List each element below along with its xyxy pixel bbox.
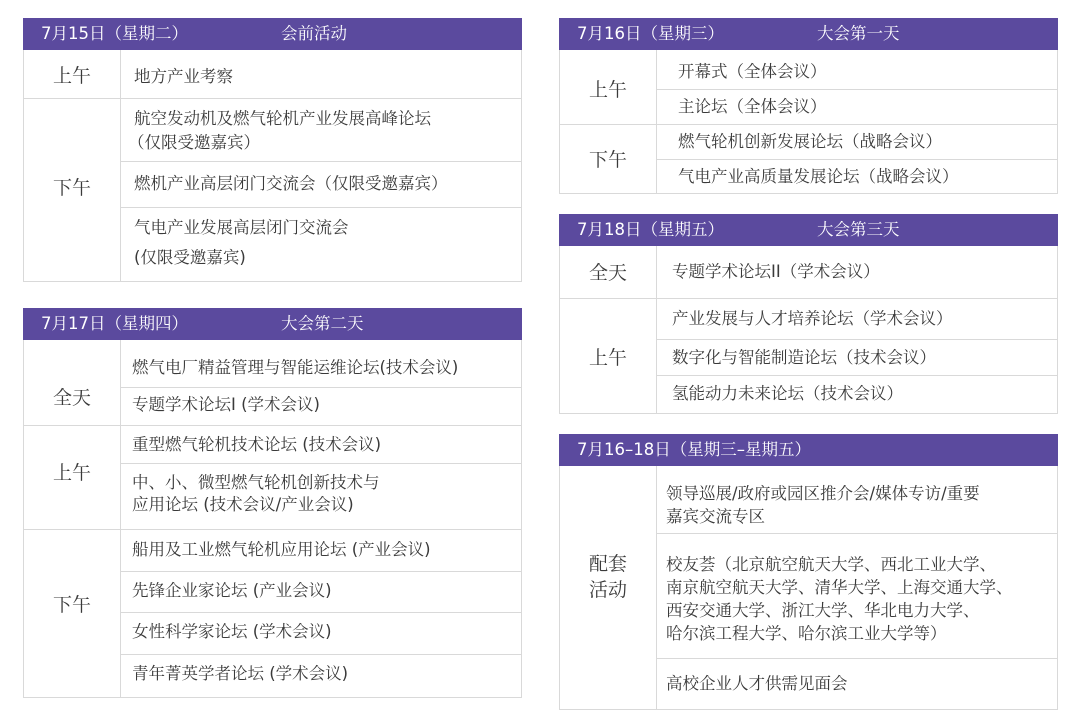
session-item: （仅限受邀嘉宾）	[128, 133, 260, 152]
session-item: 燃机产业高层闭门交流会（仅限受邀嘉宾）	[134, 174, 448, 193]
schedule-jul15	[23, 18, 522, 282]
period-label-afternoon: 下午	[52, 594, 91, 616]
schedule-header	[23, 18, 522, 50]
row-divider	[24, 529, 521, 530]
session-item: 应用论坛 (技术会议/产业会议)	[132, 495, 354, 514]
schedule-jul18	[559, 214, 1058, 414]
schedule-header	[23, 308, 522, 340]
session-item: 气电产业高质量发展论坛（战略会议）	[678, 167, 959, 186]
row-divider	[657, 658, 1057, 659]
session-item: 开幕式（全体会议）	[678, 62, 827, 81]
session-item: 先锋企业家论坛 (产业会议)	[132, 581, 332, 600]
row-divider	[121, 654, 521, 655]
session-item: 数字化与智能制造论坛（技术会议）	[672, 348, 936, 367]
column-divider	[120, 50, 121, 282]
schedule-header	[559, 18, 1058, 50]
row-divider	[121, 571, 521, 572]
row-divider	[24, 98, 521, 99]
schedule-date: 7月16–18日（星期三–星期五）	[577, 440, 811, 459]
period-label-allday: 全天	[52, 387, 91, 409]
schedule-date: 7月16日（星期三）	[577, 24, 724, 43]
column-divider	[656, 50, 657, 194]
session-item: 领导巡展/政府或园区推介会/媒体专访/重要	[666, 484, 980, 503]
row-divider	[121, 612, 521, 613]
period-label-morning: 上午	[52, 462, 91, 484]
row-divider	[657, 89, 1057, 90]
period-label-morning: 上午	[588, 347, 627, 369]
session-item: 哈尔滨工程大学、哈尔滨工业大学等）	[666, 624, 947, 643]
session-item: 西安交通大学、浙江大学、华北电力大学、	[666, 601, 980, 620]
schedule-header	[559, 434, 1058, 466]
schedule-title: 会前活动	[281, 24, 347, 43]
schedule-title: 大会第三天	[817, 220, 900, 239]
session-item: 气电产业发展高层闭门交流会	[134, 218, 349, 237]
schedule-jul16-18	[559, 434, 1058, 710]
period-label-afternoon: 下午	[52, 177, 91, 199]
session-item: 地方产业考察	[134, 67, 233, 86]
period-label-morning: 上午	[52, 65, 91, 87]
period-label-allday: 全天	[588, 262, 627, 284]
session-item: 燃气轮机创新发展论坛（战略会议）	[678, 132, 942, 151]
schedule-date: 7月18日（星期五）	[577, 220, 724, 239]
row-divider	[24, 425, 521, 426]
period-label-morning: 上午	[588, 79, 627, 101]
session-item: 航空发动机及燃气轮机产业发展高峰论坛	[134, 109, 431, 128]
session-item: 青年菁英学者论坛 (学术会议)	[132, 664, 349, 683]
session-item: 高校企业人才供需见面会	[666, 674, 848, 693]
session-item: 船用及工业燃气轮机应用论坛 (产业会议)	[132, 540, 431, 559]
schedule-title: 大会第一天	[817, 24, 900, 43]
row-divider	[560, 298, 1057, 299]
schedule-date: 7月15日（星期二）	[41, 24, 188, 43]
period-label-side-events: 活动	[588, 579, 627, 601]
session-item: 中、小、微型燃气轮机创新技术与	[132, 473, 380, 492]
row-divider	[121, 161, 521, 162]
period-label-afternoon: 下午	[588, 149, 627, 171]
schedule-jul17	[23, 308, 522, 698]
session-item: 南京航空航天大学、清华大学、上海交通大学、	[666, 578, 1013, 597]
session-item: 主论坛（全体会议）	[678, 97, 827, 116]
session-item: 嘉宾交流专区	[666, 507, 765, 526]
schedule-date: 7月17日（星期四）	[41, 314, 188, 333]
row-divider	[121, 463, 521, 464]
schedule-header	[559, 214, 1058, 246]
schedule-title: 大会第二天	[281, 314, 364, 333]
row-divider	[657, 533, 1057, 534]
session-item: (仅限受邀嘉宾)	[134, 248, 246, 267]
row-divider	[657, 339, 1057, 340]
schedule-jul16	[559, 18, 1058, 194]
column-divider	[656, 246, 657, 414]
period-label-side-events: 配套	[588, 553, 627, 575]
row-divider	[560, 124, 1057, 125]
row-divider	[121, 207, 521, 208]
session-item: 专题学术论坛I (学术会议)	[132, 395, 320, 414]
session-item: 产业发展与人才培养论坛（学术会议）	[672, 309, 953, 328]
column-divider	[656, 466, 657, 710]
session-item: 重型燃气轮机技术论坛 (技术会议)	[132, 435, 382, 454]
session-item: 女性科学家论坛 (学术会议)	[132, 622, 332, 641]
row-divider	[121, 387, 521, 388]
session-item: 燃气电厂精益管理与智能运维论坛(技术会议)	[132, 358, 459, 377]
row-divider	[657, 159, 1057, 160]
session-item: 校友荟（北京航空航天大学、西北工业大学、	[666, 555, 996, 574]
row-divider	[657, 375, 1057, 376]
column-divider	[120, 340, 121, 698]
session-item: 氢能动力未来论坛（技术会议）	[672, 384, 903, 403]
session-item: 专题学术论坛II（学术会议）	[672, 262, 880, 281]
